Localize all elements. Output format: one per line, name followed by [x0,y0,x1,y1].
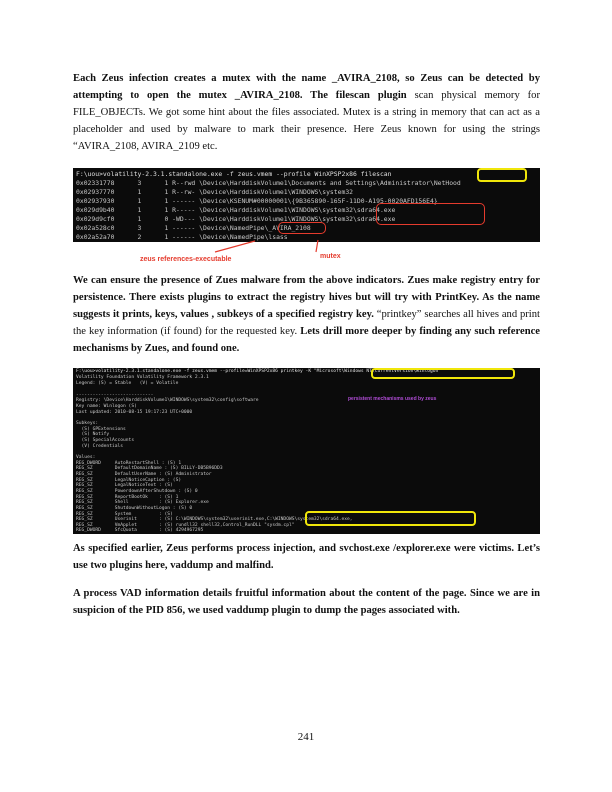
terminal-line: (S) GPExtensions [76,427,126,432]
terminal-line: Volatility Foundation Volatility Framework 2.3.1 [76,375,209,380]
terminal-line: REG_SZ DefaultDomainName : (S) BILLY-DB5B96DD3 [76,466,223,471]
terminal-line: REG_SZ PowerdownAfterShutdown : (S) 0 [76,489,198,494]
terminal-line: REG_SZ Userinit : (S) C:\WINDOWS\system32\userinit.exe,C:\WINDOWS\system32\sdra64.exe, [76,517,353,522]
terminal-line: F:\uou>volatility-2.3.1.standalone.exe -f zeus.vmem --profile WinXPSP2x86 filescan [76,170,392,178]
terminal-line: REG_SZ LegalNoticeText : (S) [76,483,173,488]
paragraph-bold-lead: We can ensure the presence of Zues malware from the above indicators. Zues make registry entry for persistence. There exists plugins to extract the registry hives but will try with PrintKey. As the name suggests it prints, keys, values , subkeys of a specified registry key. [73,275,540,320]
terminal-line: Legend: (S) = Stable (V) = Volatile [76,381,179,386]
terminal-line: REG_SZ VmApplet : (S) rundll32 shell32,Control_RunDLL "sysdm.cpl" [76,523,295,528]
paragraph-rest: scan physical memory for FILE_OBJECTs. We got some hint about the files associated. Mutex is a string in memory that can act as a placeholder and used by malware to mark their presence. Here Zeus known for using the strings “AVIRA_2108, AVIRA_2109 etc. [73,90,540,152]
terminal-line: 0x02937930 1 1 ------ \Device\KSENUM#00000001\{9B365890-165F-11D0-A195-0020AFD156E4} [76,197,438,205]
terminal-line: Last updated: 2010-08-15 19:17:23 UTC+0000 [76,410,193,415]
printkey-key-highlight [371,368,515,379]
filescan-terminal-screenshot [73,168,540,242]
terminal-line: Values: [76,455,96,460]
terminal-line: ---------------------------- [76,393,154,398]
mutex-highlight [278,222,326,234]
terminal-line: 0x02a528c0 3 1 ------ \Device\NamedPipe\_AVIRA_2108 [76,224,311,232]
terminal-line: REG_SZ System : (S) [76,512,173,517]
terminal-line: (V) Credentials [76,444,124,449]
terminal-line: REG_SZ LegalNoticeCaption : (S) [76,478,182,483]
terminal-line: REG_SZ ShutdownWithoutLogon : (S) 0 [76,506,193,511]
terminal-line: 0x029d9b40 1 1 R----- \Device\HarddiskVolume1\WINDOWS\system32\sdra64.exe [76,206,396,214]
terminal-line: Key name: Winlogon (S) [76,404,137,409]
terminal-line: REG_SZ Shell : (S) Explorer.exe [76,500,209,505]
paragraph-process-injection: As specified earlier, Zeus performs process injection, and svchost.exe /explorer.exe were victims. Let’s use two plugins here, vaddump and malfind. [73,543,540,571]
executable-annotation: zeus references-executable [140,256,232,263]
mutex-annotation: mutex [320,253,341,260]
paragraph-bold-lead: Each Zeus infection creates a mutex with the name _AVIRA_2108, so Zeus can be detected by attempting to open the mutex _AVIRA_2108. The filescan plugin [73,73,540,101]
terminal-line: REG_SZ ReportBootOk : (S) 1 [76,495,179,500]
terminal-line: (S) SpecialAccounts [76,438,135,443]
terminal-line: Subkeys: [76,421,99,426]
paragraph-middle: “printkey” searches all hives and print the key information (if found) for the requested key. [73,309,540,337]
terminal-line: 0x02331778 3 1 R--rwd \Device\HarddiskVolume1\Documents and Settings\Administrator\NetHood [76,179,461,187]
terminal-line: 0x02937770 1 1 R--rw- \Device\HarddiskVolume1\WINDOWS\system32 [76,188,354,196]
userinit-highlight [305,511,476,526]
terminal-line: REG_DWORD SfcQuota : (S) 4294967295 [76,528,204,533]
terminal-line: F:\uou>volatility-2.3.1.standalone.exe -f zeus.vmem --profile=WinXPSP2x86 printkey -K "Microsoft\Windows NT\CurrentVersion\Winlogon" [76,369,442,374]
executable-arrow [215,241,255,252]
page-number: 241 [297,731,315,743]
paragraph-registry-persistence [73,272,540,357]
terminal-line: 0x02a52a70 2 1 ------ \Device\NamedPipe\lsass [76,233,288,241]
terminal-line: REG_DWORD AutoRestartShell : (S) 1 [76,461,182,466]
executable-highlight [376,203,485,225]
printkey-terminal-screenshot [73,368,540,534]
terminal-line: 0x029d9cf0 1 0 -WD--- \Device\HarddiskVolume1\WINDOWS\system32\sdra64.exe [76,215,396,223]
terminal-line: (S) Notify [76,432,110,437]
terminal-line: REG_SZ DefaultUserName : (S) Administrator [76,472,212,477]
mutex-arrow [316,240,318,252]
persistence-annotation: persistent mechanisms used by zeus [348,396,437,402]
paragraph-vad-information: A process VAD information details fruitful information about the content of the page. Since we are in suspicion of the PID 856, we used vaddump plugin to dump the pages associated with. [73,588,540,616]
filescan-highlight [477,168,527,182]
paragraph-mutex-intro [73,70,540,155]
terminal-line: Registry: \Device\HarddiskVolume1\WINDOWS\system32\config\software [76,398,259,403]
paragraph-bold-tail: Lets drill more deeper by finding any such reference mechanisms by Zues, and found one. [73,326,540,354]
